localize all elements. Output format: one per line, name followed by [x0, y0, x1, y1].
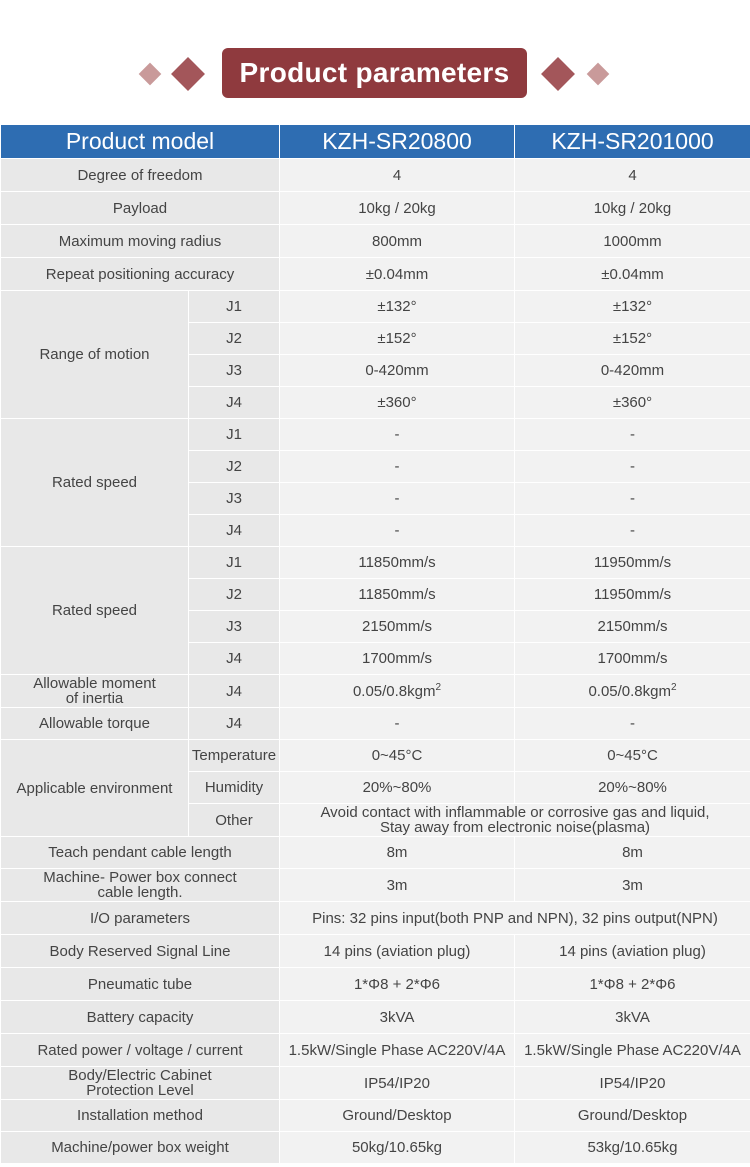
superscript: 2	[435, 681, 442, 693]
cell-value: 1.5kW/Single Phase AC220V/4A	[515, 1034, 750, 1067]
table-row	[1, 935, 750, 968]
cell-value	[515, 675, 750, 708]
cell-value: Ground/Desktop	[280, 1100, 515, 1132]
diamond-decoration-left-large	[171, 57, 205, 91]
row-label: Pneumatic tube	[1, 968, 280, 1001]
cell-value: 11950mm/s	[515, 579, 750, 611]
joint-label: J4	[189, 675, 280, 708]
superscript: 2	[671, 681, 677, 693]
table-row	[1, 1067, 750, 1100]
page-title: Product parameters	[239, 57, 510, 88]
diamond-decoration-right-large	[541, 57, 575, 91]
cell-value: 50kg/10.65kg	[280, 1132, 515, 1164]
cell-value: -	[515, 515, 750, 547]
cell-value: 1.5kW/Single Phase AC220V/4A	[280, 1034, 515, 1067]
row-label-line: Machine- Power box connect	[43, 869, 237, 886]
cell-value: -	[515, 419, 750, 451]
cell-value: 3kVA	[280, 1001, 515, 1034]
table-row	[1, 547, 750, 579]
row-label-line: Allowable moment	[33, 675, 156, 692]
cell-value: 11950mm/s	[515, 547, 750, 579]
row-label-moment-of-inertia	[1, 675, 189, 708]
row-label: Repeat positioning accuracy	[1, 258, 280, 291]
cell-value-merged: Pins: 32 pins input(both PNP and NPN), 32 pins output(NPN)	[280, 902, 750, 935]
row-label: Maximum moving radius	[1, 225, 280, 258]
cell-value: ±152°	[280, 323, 515, 355]
cell-value: Ground/Desktop	[515, 1100, 750, 1132]
table-row	[1, 675, 750, 708]
table-row	[1, 902, 750, 935]
env-label: Temperature	[189, 740, 280, 772]
cell-value: -	[280, 419, 515, 451]
row-label	[1, 1067, 280, 1100]
cell-value: 0~45°C	[280, 740, 515, 772]
cell-value	[280, 675, 515, 708]
group-label-rated-speed: Rated speed	[1, 547, 189, 675]
cell-value: 0~45°C	[515, 740, 750, 772]
cell-value: IP54/IP20	[280, 1067, 515, 1100]
title-banner	[0, 0, 750, 120]
row-label: Allowable torque	[1, 708, 189, 740]
joint-label: J4	[189, 708, 280, 740]
table-row	[1, 291, 750, 323]
cell-value: 20%~80%	[280, 772, 515, 804]
cell-value: 11850mm/s	[280, 579, 515, 611]
cell-value-text: 0.05/0.8kgm	[352, 682, 436, 700]
cell-value: 4	[280, 159, 515, 192]
table-row	[1, 837, 750, 869]
table-row	[1, 869, 750, 902]
joint-label: J3	[189, 611, 280, 643]
cell-value: -	[280, 708, 515, 740]
row-label: Degree of freedom	[1, 159, 280, 192]
cell-value: -	[515, 451, 750, 483]
cell-value: 1*Φ8 + 2*Φ6	[515, 968, 750, 1001]
cell-value: 3kVA	[515, 1001, 750, 1034]
table-row	[1, 968, 750, 1001]
table-row	[1, 1034, 750, 1067]
diamond-decoration-left-small	[139, 63, 162, 86]
cell-value: -	[280, 483, 515, 515]
joint-label: J2	[189, 451, 280, 483]
cell-value: ±360°	[515, 387, 750, 419]
cell-value: -	[280, 515, 515, 547]
cell-value: 0-420mm	[280, 355, 515, 387]
row-label-line: of inertia	[65, 690, 124, 707]
cell-value: IP54/IP20	[515, 1067, 750, 1100]
cell-value: 4	[515, 159, 750, 192]
cell-value: 10kg / 20kg	[280, 192, 515, 225]
joint-label: J4	[189, 387, 280, 419]
cell-value: ±152°	[515, 323, 750, 355]
cell-value: ±0.04mm	[280, 258, 515, 291]
row-label-line: cable length.	[97, 884, 183, 901]
header-product-model: Product model	[1, 125, 280, 159]
joint-label: J3	[189, 483, 280, 515]
cell-value: -	[280, 451, 515, 483]
cell-value: ±360°	[280, 387, 515, 419]
cell-value: 10kg / 20kg	[515, 192, 750, 225]
table-header-row	[1, 125, 750, 159]
row-label: Body Reserved Signal Line	[1, 935, 280, 968]
cell-value: 8m	[515, 837, 750, 869]
row-label: Installation method	[1, 1100, 280, 1132]
table-row	[1, 1001, 750, 1034]
row-label: Battery capacity	[1, 1001, 280, 1034]
header-model-2: KZH-SR201000	[515, 125, 750, 159]
cell-value: 20%~80%	[515, 772, 750, 804]
cell-value: 11850mm/s	[280, 547, 515, 579]
header-model-1: KZH-SR20800	[280, 125, 515, 159]
group-label-environment: Applicable environment	[1, 740, 189, 837]
table-row	[1, 419, 750, 451]
cell-value: 2150mm/s	[515, 611, 750, 643]
table-row	[1, 1132, 750, 1164]
cell-value: 53kg/10.65kg	[515, 1132, 750, 1164]
cell-value: ±0.04mm	[515, 258, 750, 291]
cell-value: -	[515, 483, 750, 515]
joint-label: J1	[189, 419, 280, 451]
cell-value: 14 pins (aviation plug)	[515, 935, 750, 968]
row-label: Teach pendant cable length	[1, 837, 280, 869]
cell-value-merged	[280, 804, 750, 837]
joint-label: J3	[189, 355, 280, 387]
cell-value: 1700mm/s	[515, 643, 750, 675]
table-row	[1, 258, 750, 291]
table-row	[1, 708, 750, 740]
row-label: I/O parameters	[1, 902, 280, 935]
cell-value: 1000mm	[515, 225, 750, 258]
joint-label: J2	[189, 323, 280, 355]
group-label-rated-speed: Rated speed	[1, 419, 189, 547]
cell-value: 3m	[515, 869, 750, 902]
group-label-range-of-motion: Range of motion	[1, 291, 189, 419]
env-label: Humidity	[189, 772, 280, 804]
row-label	[1, 869, 280, 902]
cell-value: 2150mm/s	[280, 611, 515, 643]
table-row	[1, 225, 750, 258]
row-label: Rated power / voltage / current	[1, 1034, 280, 1067]
row-label: Payload	[1, 192, 280, 225]
table-row	[1, 192, 750, 225]
joint-label: J4	[189, 515, 280, 547]
row-label: Machine/power box weight	[1, 1132, 280, 1164]
cell-value: 14 pins (aviation plug)	[280, 935, 515, 968]
cell-text-line: Stay away from electronic noise(plasma)	[379, 819, 651, 836]
cell-value: ±132°	[515, 291, 750, 323]
diamond-decoration-right-small	[587, 63, 610, 86]
joint-label: J2	[189, 579, 280, 611]
parameters-table	[0, 124, 750, 1164]
cell-value: 1*Φ8 + 2*Φ6	[280, 968, 515, 1001]
table-row	[1, 1100, 750, 1132]
title-box	[222, 48, 527, 98]
joint-label: J4	[189, 643, 280, 675]
joint-label: J1	[189, 547, 280, 579]
row-label-line: Protection Level	[86, 1082, 194, 1099]
cell-value: -	[515, 708, 750, 740]
table-row	[1, 740, 750, 772]
cell-value: 0-420mm	[515, 355, 750, 387]
cell-text-line: Avoid contact with inflammable or corrosive gas and liquid,	[320, 804, 710, 821]
row-label-line: Body/Electric Cabinet	[68, 1067, 212, 1084]
cell-value: 8m	[280, 837, 515, 869]
cell-value: 3m	[280, 869, 515, 902]
cell-value: ±132°	[280, 291, 515, 323]
cell-value-text: 0.05/0.8kgm	[588, 682, 671, 700]
cell-value: 800mm	[280, 225, 515, 258]
cell-value: 1700mm/s	[280, 643, 515, 675]
env-label: Other	[189, 804, 280, 837]
table-row	[1, 159, 750, 192]
joint-label: J1	[189, 291, 280, 323]
